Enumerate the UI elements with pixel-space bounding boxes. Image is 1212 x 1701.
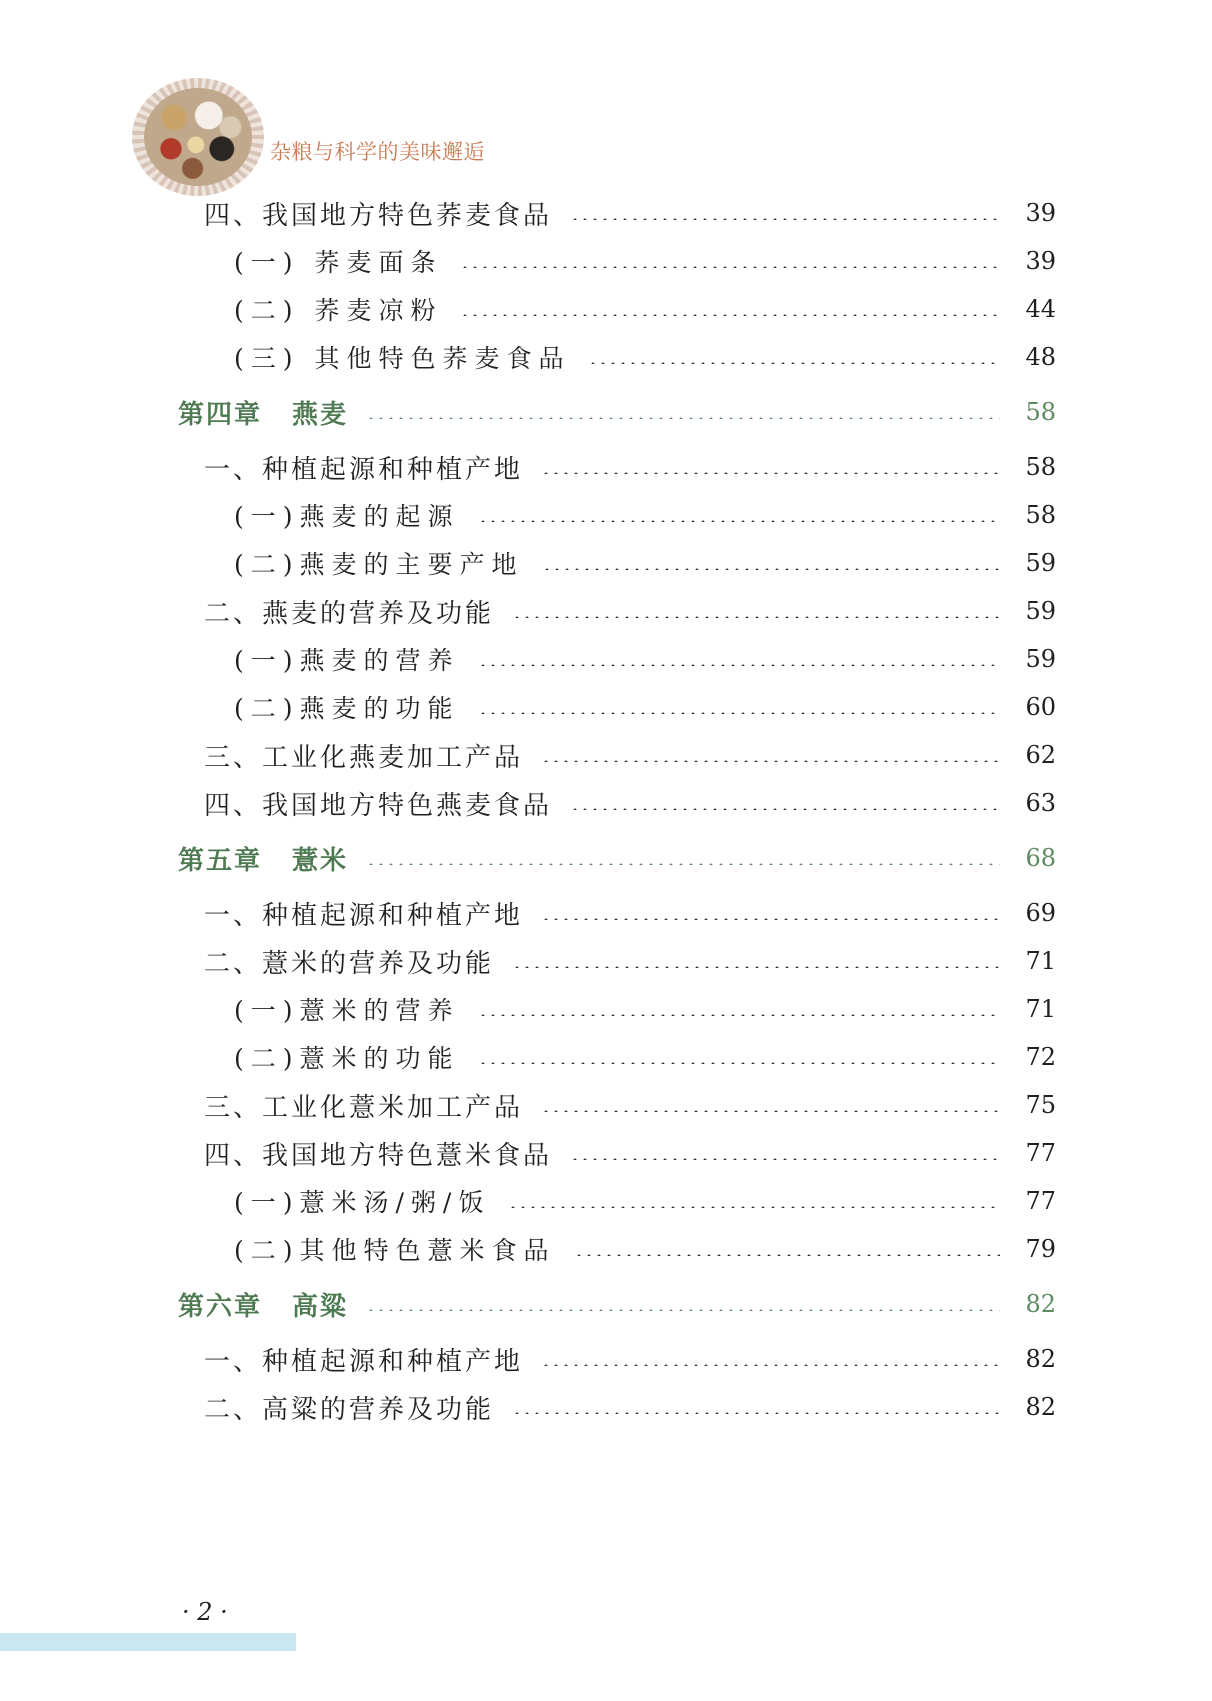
toc-entry-label: (一)燕麦的起源 — [234, 502, 460, 531]
grains-photo — [144, 88, 252, 186]
dot-leader — [512, 966, 1000, 968]
toc-page-number: 72 — [1025, 1043, 1056, 1071]
toc-entry-label: 三、工业化燕麦加工产品 — [204, 742, 524, 773]
toc-page-number: 58 — [1025, 453, 1056, 481]
toc-entry-label: 一、种植起源和种植产地 — [204, 900, 524, 931]
toc-section-entry[interactable] — [204, 1339, 1056, 1379]
toc-subsection-entry[interactable] — [234, 639, 1056, 679]
toc-section-entry[interactable] — [204, 735, 1056, 775]
dot-leader — [366, 1309, 1000, 1311]
dot-leader — [366, 863, 1000, 865]
toc-entry-label: (二)其他特色薏米食品 — [234, 1236, 556, 1265]
toc-entry-label: 四、我国地方特色薏米食品 — [204, 1140, 553, 1171]
dot-leader — [542, 568, 1000, 570]
toc-chapter-label — [178, 394, 348, 431]
toc-entry-label: 三、工业化薏米加工产品 — [204, 1092, 524, 1123]
dot-leader — [508, 1206, 1000, 1208]
toc-page-number: 75 — [1025, 1091, 1056, 1119]
dot-leader — [541, 760, 1000, 762]
toc-page-number: 58 — [1025, 398, 1056, 426]
toc-page-number: 69 — [1025, 899, 1056, 927]
toc-entry-label: 二、高粱的营养及功能 — [204, 1394, 495, 1425]
toc-entry-label: 四、我国地方特色燕麦食品 — [204, 790, 553, 821]
toc-entry-label: 四、我国地方特色荞麦食品 — [204, 200, 553, 231]
dot-leader — [460, 266, 1000, 268]
dot-leader — [512, 616, 1000, 618]
toc-subsection-entry[interactable] — [234, 1181, 1056, 1221]
dot-leader — [478, 664, 1000, 666]
toc-subsection-entry[interactable] — [234, 241, 1056, 281]
toc-page-number: 63 — [1025, 789, 1056, 817]
toc-section-entry[interactable] — [204, 893, 1056, 933]
dot-leader — [570, 808, 1000, 810]
toc-section-entry[interactable] — [204, 1085, 1056, 1125]
toc-page-number: 44 — [1025, 295, 1056, 323]
dot-leader — [478, 1014, 1000, 1016]
toc-entry-label: 二、燕麦的营养及功能 — [204, 598, 495, 629]
toc-page-number: 58 — [1025, 501, 1056, 529]
toc-section-entry[interactable] — [204, 1133, 1056, 1173]
dot-leader — [541, 472, 1000, 474]
chapter-title: 薏米 — [292, 845, 349, 876]
toc-chapter-entry[interactable] — [178, 838, 1056, 878]
toc-subsection-entry[interactable] — [234, 289, 1056, 329]
toc-entry-label: (一)薏米汤/粥/饭 — [234, 1188, 491, 1217]
dot-leader — [478, 520, 1000, 522]
chapter-number: 第五章 — [178, 845, 263, 876]
toc-subsection-entry[interactable] — [234, 687, 1056, 727]
toc-section-entry[interactable] — [204, 193, 1056, 233]
header-emblem-grains-photo — [132, 78, 264, 196]
toc-page-number: 59 — [1025, 549, 1056, 577]
toc-chapter-label — [178, 1286, 348, 1323]
dot-leader — [570, 1158, 1000, 1160]
toc-page-number: 77 — [1025, 1187, 1056, 1215]
toc-entry-label: (二) 荞麦凉粉 — [234, 296, 443, 325]
dot-leader — [541, 1364, 1000, 1366]
toc-subsection-entry[interactable] — [234, 1037, 1056, 1077]
toc-entry-label: 二、薏米的营养及功能 — [204, 948, 495, 979]
toc-page-number: 48 — [1025, 343, 1056, 371]
toc-page-number: 82 — [1025, 1290, 1056, 1318]
chapter-title: 燕麦 — [292, 399, 349, 430]
chapter-number: 第六章 — [178, 1291, 263, 1322]
toc-page-number: 62 — [1025, 741, 1056, 769]
dot-leader — [541, 918, 1000, 920]
toc-entry-label: 一、种植起源和种植产地 — [204, 454, 524, 485]
dot-leader — [366, 417, 1000, 419]
toc-page-number: 39 — [1025, 199, 1056, 227]
toc-section-entry[interactable] — [204, 1387, 1056, 1427]
toc-chapter-entry[interactable] — [178, 1284, 1056, 1324]
toc-entry-label: (一)燕麦的营养 — [234, 646, 460, 675]
toc-entry-label: (一) 荞麦面条 — [234, 248, 443, 277]
toc-page-number: 39 — [1025, 247, 1056, 275]
toc-chapter-label — [178, 840, 348, 877]
toc-page-number: 77 — [1025, 1139, 1056, 1167]
dot-leader — [478, 712, 1000, 714]
dot-leader — [541, 1110, 1000, 1112]
dot-leader — [588, 362, 1000, 364]
toc-subsection-entry[interactable] — [234, 1229, 1056, 1269]
toc-subsection-entry[interactable] — [234, 543, 1056, 583]
dot-leader — [460, 314, 1000, 316]
toc-entry-label: (二)薏米的功能 — [234, 1044, 460, 1073]
dot-leader — [570, 218, 1000, 220]
chapter-number: 第四章 — [178, 399, 263, 430]
toc-entry-label: 一、种植起源和种植产地 — [204, 1346, 524, 1377]
dot-leader — [574, 1254, 1000, 1256]
toc-section-entry[interactable] — [204, 783, 1056, 823]
toc-entry-label: (二)燕麦的功能 — [234, 694, 460, 723]
toc-section-entry[interactable] — [204, 591, 1056, 631]
footer-color-bar — [0, 1633, 296, 1651]
toc-page-number: 59 — [1025, 645, 1056, 673]
toc-page-number: 60 — [1025, 693, 1056, 721]
toc-entry-label: (一)薏米的营养 — [234, 996, 460, 1025]
dot-leader — [512, 1412, 1000, 1414]
toc-page-number: 79 — [1025, 1235, 1056, 1263]
toc-entry-label: (三) 其他特色荞麦食品 — [234, 344, 571, 373]
toc-page-number: 71 — [1025, 947, 1056, 975]
toc-page-number: 59 — [1025, 597, 1056, 625]
toc-subsection-entry[interactable] — [234, 337, 1056, 377]
toc-subsection-entry[interactable] — [234, 989, 1056, 1029]
toc-page-number: 82 — [1025, 1345, 1056, 1373]
toc-entry-label: (二)燕麦的主要产地 — [234, 550, 524, 579]
toc-page-number: 68 — [1025, 844, 1056, 872]
running-header-title: 杂粮与科学的美味邂逅 — [270, 140, 485, 164]
toc-chapter-entry[interactable] — [178, 392, 1056, 432]
toc-section-entry[interactable] — [204, 941, 1056, 981]
toc-page-number: 82 — [1025, 1393, 1056, 1421]
toc-section-entry[interactable] — [204, 447, 1056, 487]
page-number: · 2 · — [182, 1598, 228, 1626]
dot-leader — [478, 1062, 1000, 1064]
chapter-title: 高粱 — [292, 1291, 349, 1322]
toc-subsection-entry[interactable] — [234, 495, 1056, 535]
toc-page-number: 71 — [1025, 995, 1056, 1023]
